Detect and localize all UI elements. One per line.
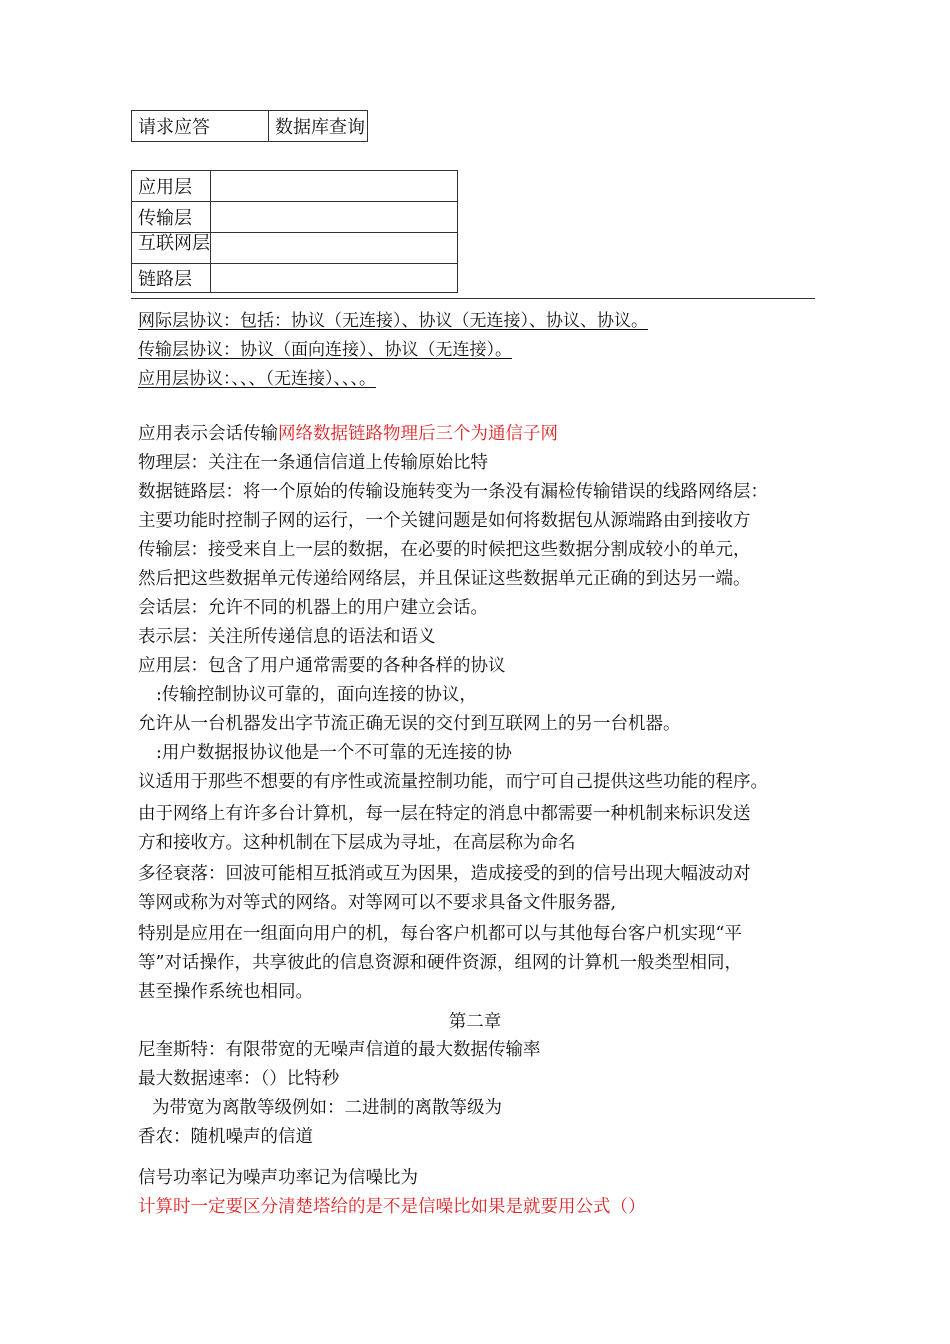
osi-layers-line bbox=[138, 420, 558, 448]
chapter-line: 尼奎斯特：有限带宽的无噪声信道的最大数据传输率 bbox=[138, 1040, 541, 1060]
layer-cell-text: 互联网层 bbox=[138, 233, 210, 254]
layer-cell: 链路层 bbox=[132, 264, 211, 293]
osi-red-text: 网络数据链路物理后三个为通信子网 bbox=[278, 424, 558, 444]
layer-table bbox=[131, 170, 458, 293]
paragraph-line: 方和接收方。这种机制在下层成为寻址，在高层称为命名 bbox=[138, 833, 576, 853]
paragraph-line: 传输层：接受来自上一层的数据，在必要的时候把这些数据分割成较小的单元， bbox=[138, 540, 751, 560]
paragraph-line: :传输控制协议可靠的，面向连接的协议， bbox=[156, 685, 477, 705]
divider bbox=[131, 298, 815, 299]
protocol-line: 网际层协议：包括：协议（无连接）、协议（无连接）、协议、协议。 bbox=[138, 311, 648, 331]
paragraph-line: 然后把这些数据单元传递给网络层，并且保证这些数据单元正确的到达另一端。 bbox=[138, 569, 751, 589]
layer-empty-cell bbox=[211, 264, 458, 293]
paragraph-line: 表示层：关注所传递信息的语法和语义 bbox=[138, 627, 436, 647]
protocol-line: 应用层协议：、、、（无连接）、、、。 bbox=[138, 369, 376, 389]
layer-empty-cell bbox=[211, 202, 458, 233]
layer-empty-cell bbox=[211, 233, 458, 264]
request-table bbox=[131, 110, 368, 142]
paragraph-line: 允许从一台机器发出字节流正确无误的交付到互联网上的另一台机器。 bbox=[138, 714, 681, 734]
paragraph-line: :用户数据报协议他是一个不可靠的无连接的协 bbox=[156, 743, 512, 763]
chapter-line: 最大数据速率：（）比特秒 bbox=[138, 1069, 340, 1089]
chapter-title: 第二章 bbox=[448, 1012, 502, 1032]
chapter-line: 香农：随机噪声的信道 bbox=[138, 1127, 313, 1147]
layer-cell: 应用层 bbox=[132, 171, 211, 202]
paragraph-line: 多径衰落：回波可能相互抵消或互为因果，造成接受的到的信号出现大幅波动对 bbox=[138, 864, 751, 884]
paragraph-line: 数据链路层：将一个原始的传输设施转变为一条没有漏检传输错误的线路网络层： bbox=[138, 482, 768, 502]
paragraph-line: 主要功能时控制子网的运行，一个关键问题是如何将数据包从源端路由到接收方 bbox=[138, 511, 751, 531]
paragraph-line: 等网或称为对等式的网络。对等网可以不要求具备文件服务器, bbox=[138, 893, 617, 913]
paragraph-line: 特别是应用在一组面向用户的机，每台客户机都可以与其他每台客户机实现“平 bbox=[138, 924, 742, 944]
request-cell: 请求应答 bbox=[132, 111, 269, 142]
snr-line: 信号功率记为噪声功率记为信噪比为 bbox=[138, 1168, 418, 1188]
osi-black-text: 应用表示会话传输 bbox=[138, 424, 278, 444]
protocol-line: 传输层协议：协议（面向连接）、协议（无连接）。 bbox=[138, 340, 512, 360]
layer-empty-cell bbox=[211, 171, 458, 202]
paragraph-line: 会话层：允许不同的机器上的用户建立会话。 bbox=[138, 598, 488, 618]
paragraph-line: 议适用于那些不想要的有序性或流量控制功能，而宁可自己提供这些功能的程序。 bbox=[138, 772, 768, 792]
database-cell: 数据库查询 bbox=[269, 111, 368, 142]
chapter-line: 为带宽为离散等级例如：二进制的离散等级为 bbox=[152, 1098, 502, 1118]
paragraph-line: 物理层：关注在一条通信信道上传输原始比特 bbox=[138, 453, 488, 473]
layer-cell: 传输层 bbox=[132, 202, 211, 233]
red-note: 计算时一定要区分清楚塔给的是不是信噪比如果是就要用公式（） bbox=[138, 1197, 646, 1217]
paragraph-line: 由于网络上有许多台计算机，每一层在特定的消息中都需要一种机制来标识发送 bbox=[138, 804, 751, 824]
paragraph-line: 应用层：包含了用户通常需要的各种各样的协议 bbox=[138, 656, 506, 676]
paragraph-line: 等”对话操作，共享彼此的信息资源和硬件资源，组网的计算机一般类型相同， bbox=[138, 953, 742, 973]
layer-cell bbox=[132, 233, 211, 264]
paragraph-line: 甚至操作系统也相同。 bbox=[138, 982, 313, 1002]
